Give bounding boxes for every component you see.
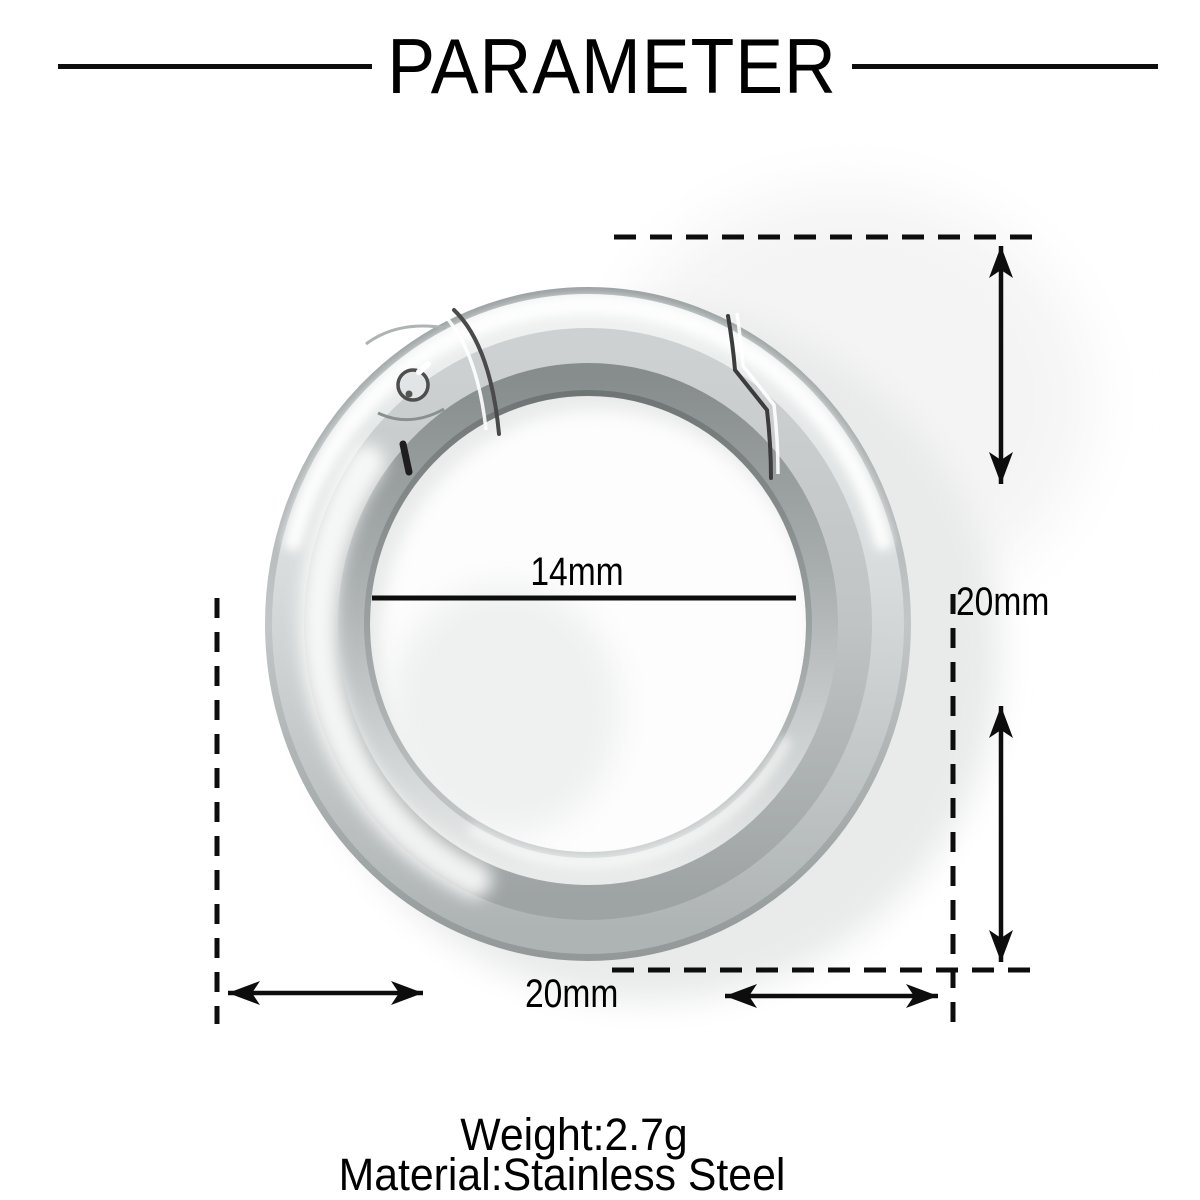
label-inner-diameter: 14mm (530, 550, 624, 594)
hinge-rivet-pin (406, 391, 413, 398)
spec-material: Material:Stainless Steel (338, 1149, 786, 1200)
spec-weight: Weight:2.7g (460, 1109, 688, 1160)
page-title: PARAMETER (387, 22, 837, 110)
label-outer-width: 20mm (525, 972, 619, 1016)
label-outer-height: 20mm (956, 580, 1050, 624)
hinge-rivet (398, 370, 428, 400)
